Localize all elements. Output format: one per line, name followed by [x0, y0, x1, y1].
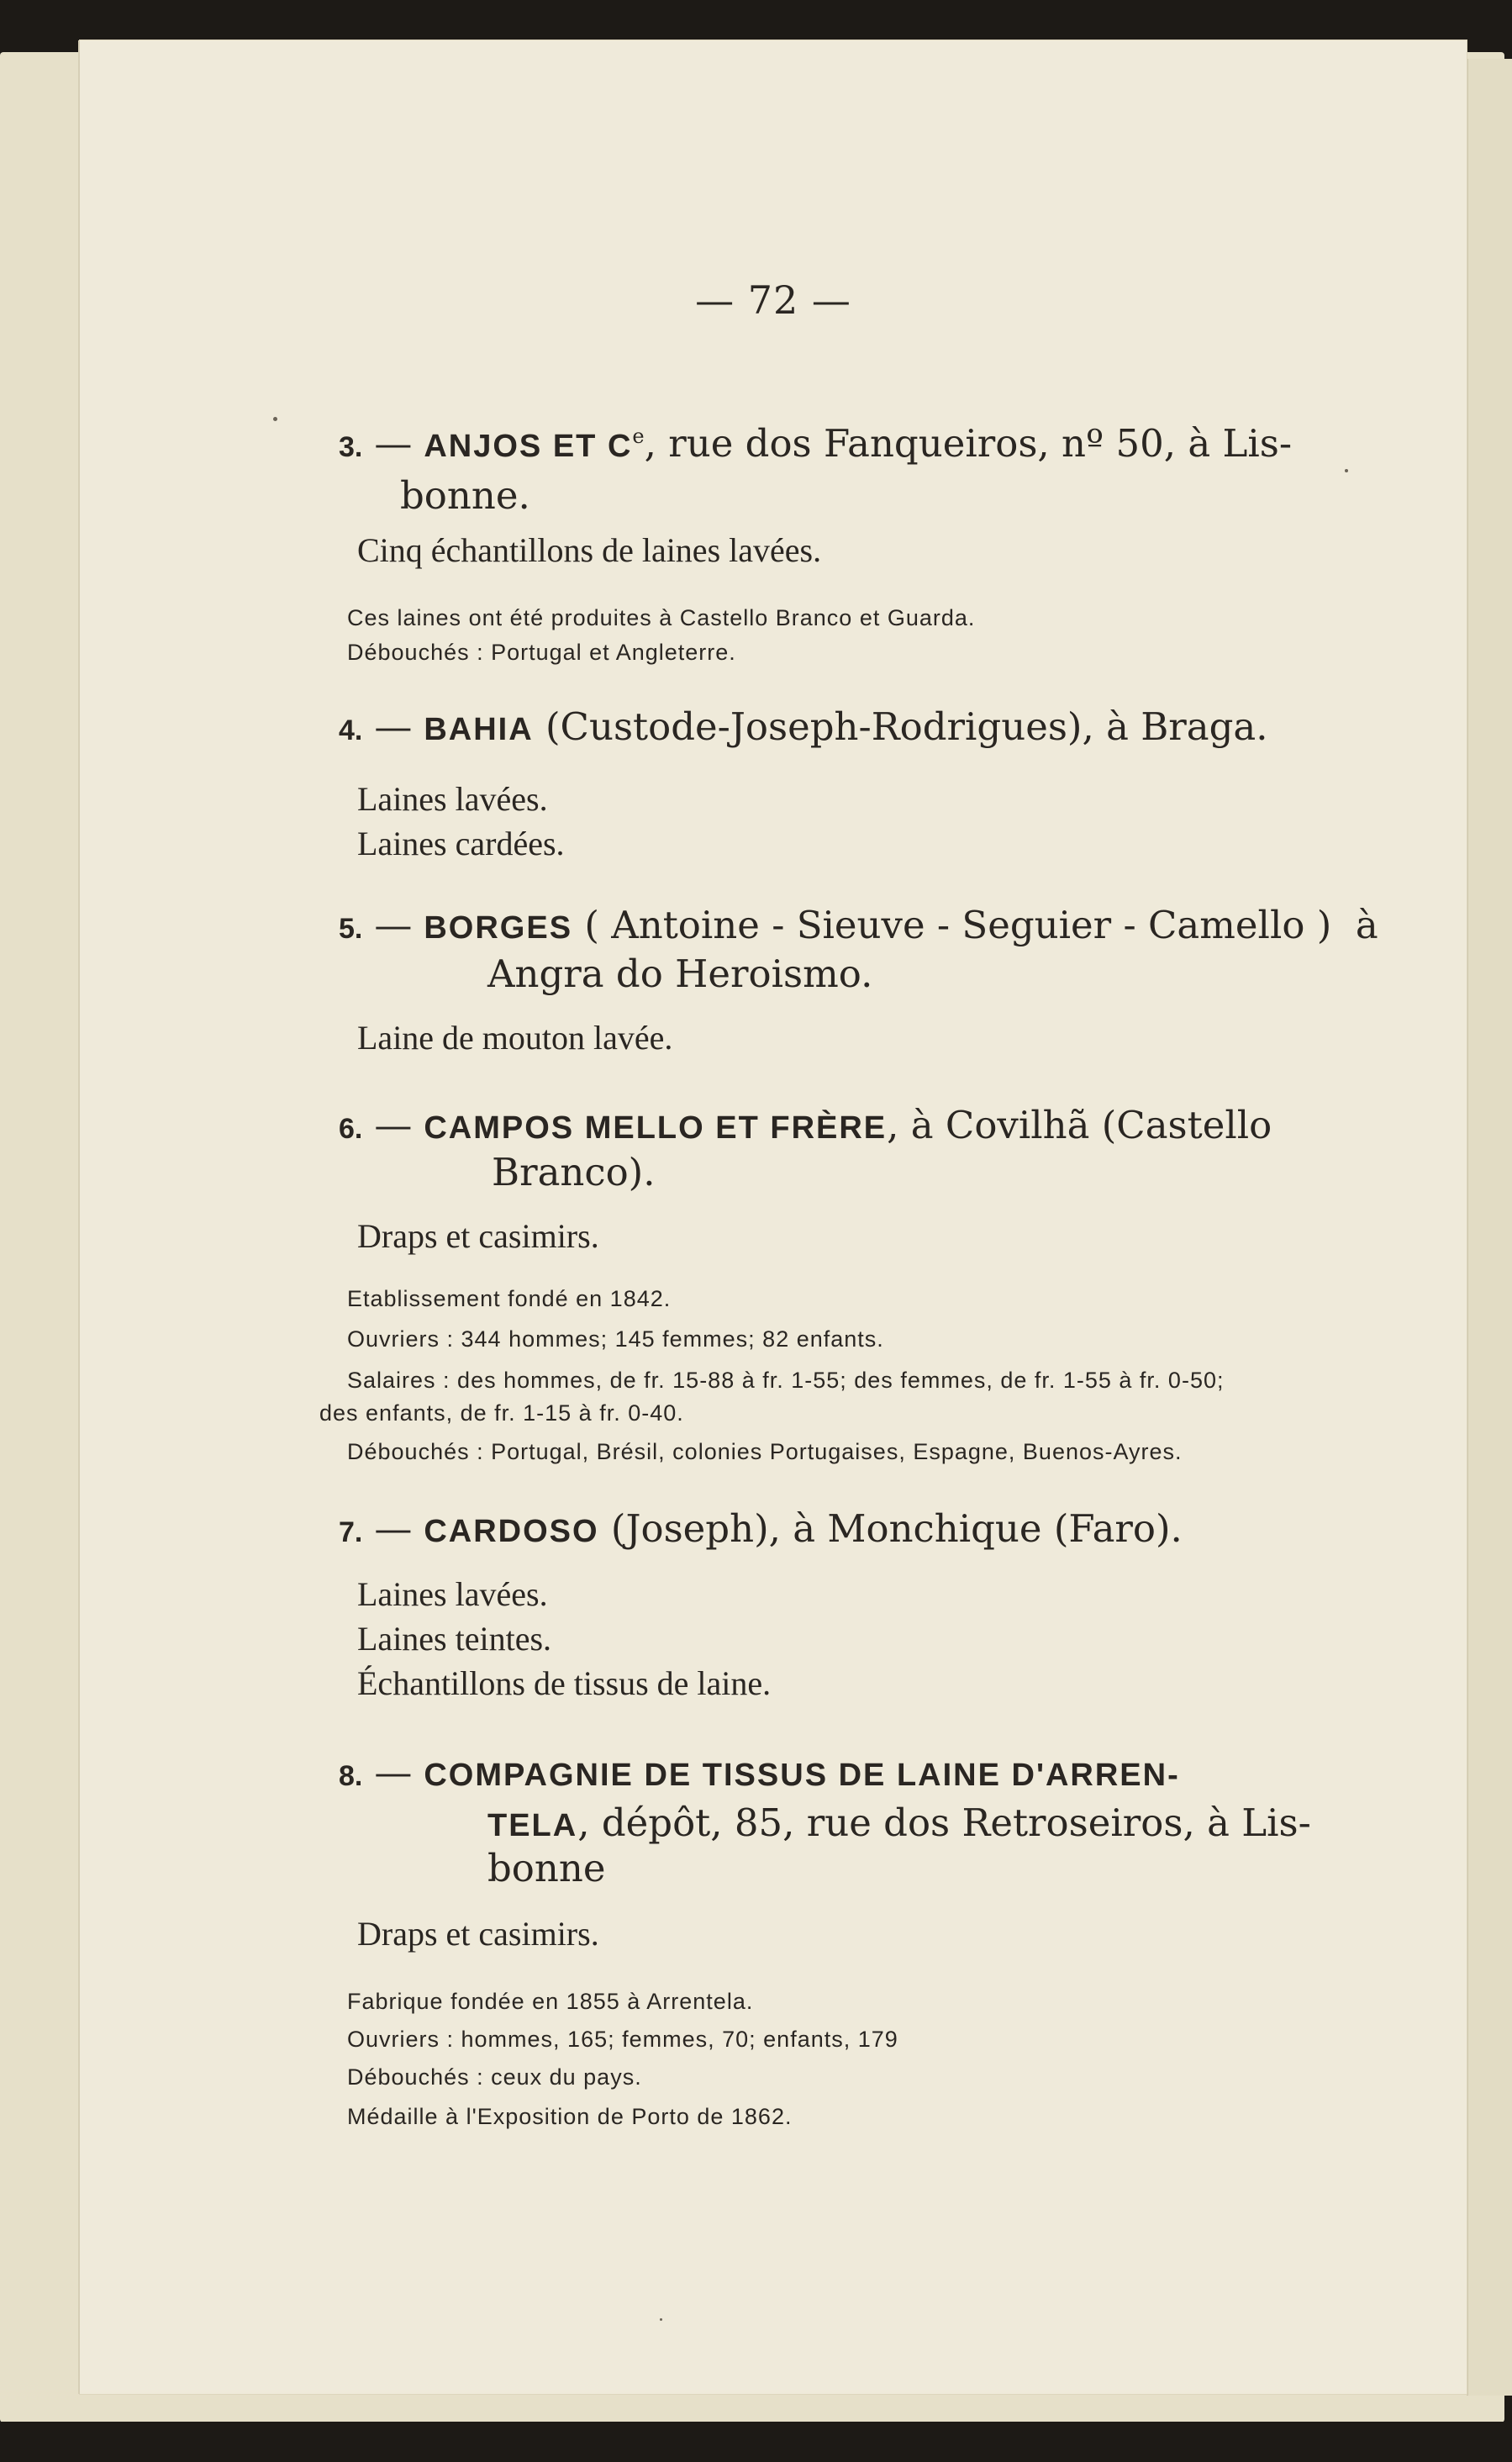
firm-superscript: e: [632, 424, 645, 448]
entry-6-note: Salaires : des hommes, de fr. 15-88 à fr. 1-55; des femmes, de fr. 1-55 à fr. 0-50;: [347, 1368, 1225, 1393]
entry-8-note: Ouvriers : hommes, 165; femmes, 70; enfants, 179: [347, 2027, 898, 2052]
entry-6-heading-cont: Branco).: [492, 1150, 656, 1194]
entry-7-product: Laines lavées.: [357, 1575, 548, 1613]
entry-number: 8.: [339, 1760, 363, 1792]
entry-number: 6.: [339, 1113, 363, 1145]
entry-6-product: Draps et casimirs.: [357, 1217, 599, 1255]
firm-name: BAHIA: [424, 712, 534, 747]
entry-number: 3.: [339, 431, 363, 463]
scan-speck: [1345, 469, 1348, 472]
entry-6-note: Etablissement fondé en 1842.: [347, 1286, 672, 1311]
entry-3-note: Ces laines ont été produites à Castello Branco et Guarda.: [347, 605, 976, 630]
entry-8-note: Fabrique fondée en 1855 à Arrentela.: [347, 1989, 754, 2014]
entry-8-heading: 8. — COMPAGNIE DE TISSUS DE LAINE D'ARREN-: [339, 1750, 1180, 1795]
entry-8-heading-cont: [487, 1799, 1512, 1850]
page-content: [80, 40, 1467, 2394]
entry-3-note: Débouchés : Portugal et Angleterre.: [347, 640, 736, 665]
entry-7-product: Échantillons de tissus de laine.: [357, 1664, 772, 1702]
firm-name: BORGES: [424, 910, 573, 946]
book-page: [80, 40, 1467, 2394]
entry-7-product: Laines teintes.: [357, 1620, 552, 1658]
entry-4-product: Laines lavées.: [357, 780, 548, 818]
firm-name: ANJOS ET C: [424, 429, 633, 464]
firm-name: CARDOSO: [424, 1514, 599, 1549]
entry-address-cont: bonne.: [400, 473, 530, 518]
entry-5-product: Laine de mouton lavée.: [357, 1019, 673, 1057]
entry-8-note: Médaille à l'Exposition de Porto de 1862.: [347, 2104, 793, 2129]
entry-address: (Custode-Joseph-Rodrigues), à Braga.: [533, 704, 1268, 749]
entry-5-heading: 5. — BORGES ( Antoine - Sieuve - Seguier - Camello ) à: [339, 903, 1378, 947]
entry-address: , rue dos Fanqueiros, nº 50, à Lis-: [644, 421, 1293, 466]
entry-6-note: des enfants, de fr. 1-15 à fr. 0-40.: [319, 1400, 684, 1426]
scan-border: [0, 2422, 1512, 2462]
entry-6-heading: 6. — CAMPOS MELLO ET FRÈRE, à Covilhã (Castello: [339, 1103, 1272, 1147]
entry-6-note: Débouchés : Portugal, Brésil, colonies Portugaises, Espagne, Buenos-Ayres.: [347, 1439, 1183, 1464]
entry-3-heading: 3. — ANJOS ET Ce, rue dos Fanqueiros, nº 50, à Lis- bonne.: [339, 412, 1423, 520]
entry-address: , à Covilhã (Castello: [887, 1103, 1272, 1147]
entry-address: , dépôt, 85, rue dos Retroseiros, à Lis-: [577, 1800, 1311, 1845]
entry-number: 7.: [339, 1516, 363, 1548]
page-edge: [1467, 59, 1512, 2396]
firm-name: CAMPOS MELLO ET FRÈRE: [424, 1110, 888, 1146]
entry-4-product: Laines cardées.: [357, 825, 565, 862]
entry-3-product: Cinq échantillons de laines lavées.: [357, 531, 822, 569]
scan-speck: [660, 2318, 662, 2321]
entry-address: ( Antoine - Sieuve - Seguier - Camello ) à: [572, 903, 1378, 947]
entry-7-heading: 7. — CARDOSO (Joseph), à Monchique (Faro).: [339, 1506, 1183, 1551]
entry-address: (Joseph), à Monchique (Faro).: [598, 1506, 1183, 1551]
entry-8-note: Débouchés : ceux du pays.: [347, 2064, 642, 2090]
firm-name-cont: TELA: [487, 1808, 578, 1843]
page-number: — 72 —: [695, 277, 851, 323]
scan-speck: [273, 417, 277, 421]
entry-number: 5.: [339, 913, 363, 945]
entry-6-note: Ouvriers : 344 hommes; 145 femmes; 82 enfants.: [347, 1326, 884, 1352]
entry-number: 4.: [339, 714, 363, 746]
entry-4-heading: 4. — BAHIA (Custode-Joseph-Rodrigues), à Braga.: [339, 704, 1268, 749]
entry-8-heading-cont: bonne: [487, 1846, 606, 1890]
entry-5-heading-cont: Angra do Heroismo.: [487, 952, 873, 996]
entry-8-product: Draps et casimirs.: [357, 1915, 599, 1953]
firm-name: COMPAGNIE DE TISSUS DE LAINE D'ARREN-: [424, 1758, 1180, 1793]
